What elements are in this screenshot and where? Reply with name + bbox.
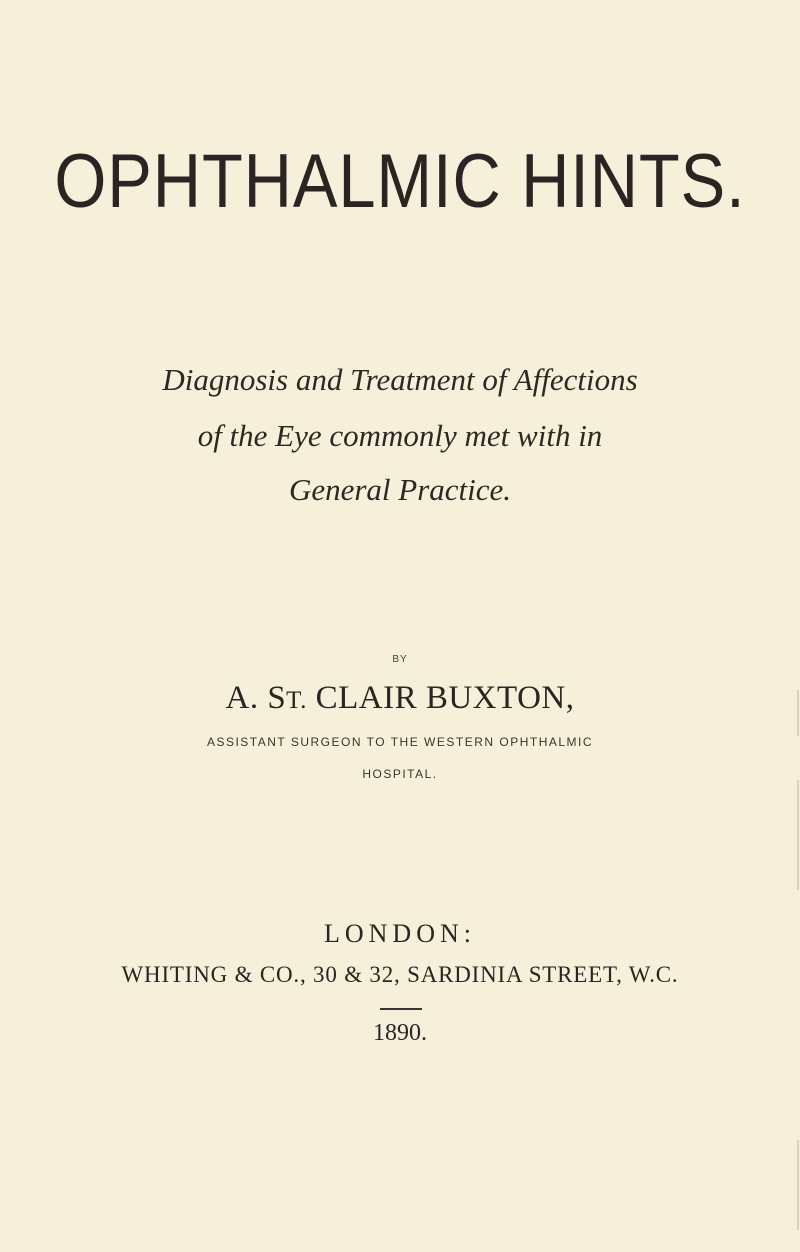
subtitle-line-3: General Practice. xyxy=(288,472,512,507)
affiliation-line-2: HOSPITAL. xyxy=(362,767,438,781)
affiliation-line-1: ASSISTANT SURGEON TO THE WESTERN OPHTHALMIC xyxy=(206,735,594,749)
page-edge-shadow xyxy=(797,690,799,736)
book-title: OPHTHALMIC HINTS. xyxy=(54,139,746,224)
subtitle-line-2: of the Eye commonly met with in xyxy=(197,418,603,453)
imprint-year: 1890. xyxy=(373,1020,427,1046)
author-name xyxy=(0,678,800,721)
subtitle-line-1: Diagnosis and Treatment of Affections xyxy=(162,362,638,397)
author-prefix: A. S xyxy=(225,680,287,716)
author-surname: CLAIR BUXTON, xyxy=(315,680,575,716)
page-edge-shadow xyxy=(797,1140,799,1230)
imprint-city: LONDON: xyxy=(324,919,476,948)
imprint-divider xyxy=(380,1008,422,1010)
author-prefix-small: T. xyxy=(286,687,307,714)
page-edge-shadow xyxy=(797,780,799,890)
imprint-publisher: WHITING & CO., 30 & 32, SARDINIA STREET, W.C. xyxy=(121,962,679,987)
byline: BY xyxy=(392,654,408,665)
